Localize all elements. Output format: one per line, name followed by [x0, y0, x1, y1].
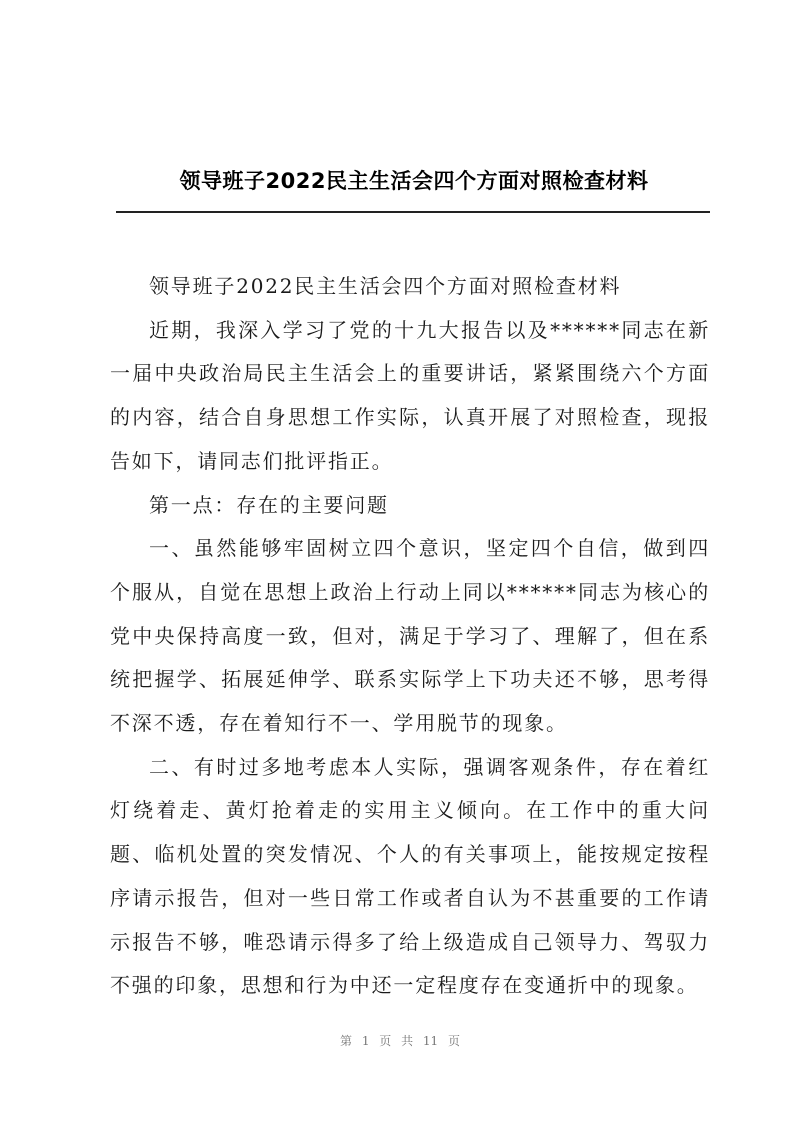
section-heading: 第一点：存在的主要问题: [149, 492, 389, 517]
title-divider: [116, 211, 710, 213]
paragraph-subtitle: 领导班子2022民主生活会四个方面对照检查材料: [149, 274, 622, 298]
paragraph-item-one: 一、虽然能够牢固树立四个意识，坚定四个自信，做到四个服从，自觉在思想上政治上行动上同以******同志为核心的党中央保持高度一致，但对，满足于学习了、理解了，但在系统把握学、拓展延伸学、联系实际学上下功夫还不够，思考得不深不透，存在着知行不一、学用脱节的现象。: [110, 536, 710, 736]
paragraph-intro: 近期，我深入学习了党的十九大报告以及******同志在新一届中央政治局民主生活会上的重要讲话，紧紧围绕六个方面的内容，结合自身思想工作实际，认真开展了对照检查，现报告如下，请同志们批评指正。: [110, 317, 710, 473]
document-body: [110, 265, 710, 1008]
paragraph-item-two: 二、有时过多地考虑本人实际，强调客观条件，存在着红灯绕着走、黄灯抢着走的实用主义倾向。在工作中的重大问题、临机处置的突发情况、个人的有关事项上，能按规定按程序请示报告，但对一些日常工作或者自认为不甚重要的工作请示报告不够，唯恐请示得多了给上级造成自己领导力、驾驭力不强的印象，思想和行为中还一定程度存在变通折中的现象。: [110, 754, 710, 998]
document-title: 领导班子2022民主生活会四个方面对照检查材料: [179, 169, 649, 193]
page-number-footer: 第 1 页 共 11 页: [340, 1034, 460, 1048]
